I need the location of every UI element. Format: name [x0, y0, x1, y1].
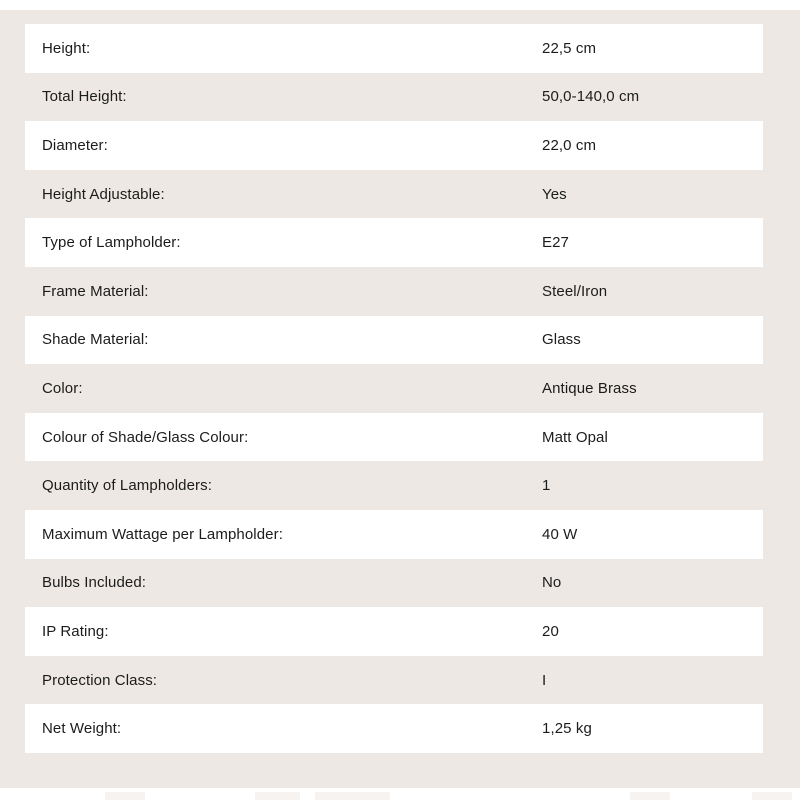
- spec-label: Maximum Wattage per Lampholder:: [42, 525, 283, 543]
- spec-label: Bulbs Included:: [42, 574, 147, 592]
- spec-value: 20: [542, 622, 559, 640]
- spec-value: E27: [542, 234, 569, 252]
- spec-label: Total Height:: [42, 88, 127, 106]
- spec-value: 22,0 cm: [542, 136, 597, 154]
- spec-row: [25, 364, 763, 413]
- spec-row: [25, 461, 763, 510]
- spec-label: Colour of Shade/Glass Colour:: [42, 428, 249, 446]
- spec-value: 22,5 cm: [542, 39, 597, 57]
- spec-value: 50,0-140,0 cm: [542, 88, 640, 106]
- spec-label: Protection Class:: [42, 671, 158, 689]
- spec-label: Frame Material:: [42, 282, 149, 300]
- spec-value: Yes: [542, 185, 567, 203]
- spec-label: Height Adjustable:: [42, 185, 165, 203]
- spec-row: [25, 24, 763, 73]
- spec-row: [25, 607, 763, 656]
- spec-label: Height:: [42, 39, 91, 57]
- spec-value: Glass: [542, 331, 581, 349]
- spec-row: [25, 73, 763, 122]
- spec-label: IP Rating:: [42, 622, 109, 640]
- spec-value: Steel/Iron: [542, 282, 608, 300]
- spec-value: I: [542, 671, 547, 689]
- spec-label: Quantity of Lampholders:: [42, 477, 212, 495]
- spec-row: [25, 218, 763, 267]
- spec-value: 1,25 kg: [542, 720, 592, 738]
- spec-row: [25, 704, 763, 753]
- spec-label: Color:: [42, 379, 83, 397]
- spec-label: Net Weight:: [42, 720, 122, 738]
- spec-row: [25, 656, 763, 705]
- spec-row: [25, 121, 763, 170]
- spec-row: [25, 170, 763, 219]
- spec-row: [25, 559, 763, 608]
- spec-row: [25, 510, 763, 559]
- spec-value: 40 W: [542, 525, 578, 543]
- product-specification-table: [25, 24, 763, 753]
- spec-value: Matt Opal: [542, 428, 608, 446]
- spec-row: [25, 267, 763, 316]
- spec-row: [25, 413, 763, 462]
- spec-label: Diameter:: [42, 136, 108, 154]
- spec-value: 1: [542, 477, 551, 495]
- spec-label: Shade Material:: [42, 331, 149, 349]
- spec-value: No: [542, 574, 562, 592]
- bottom-edge-artifacts: [0, 790, 800, 800]
- spec-row: [25, 316, 763, 365]
- spec-value: Antique Brass: [542, 379, 637, 397]
- spec-label: Type of Lampholder:: [42, 234, 181, 252]
